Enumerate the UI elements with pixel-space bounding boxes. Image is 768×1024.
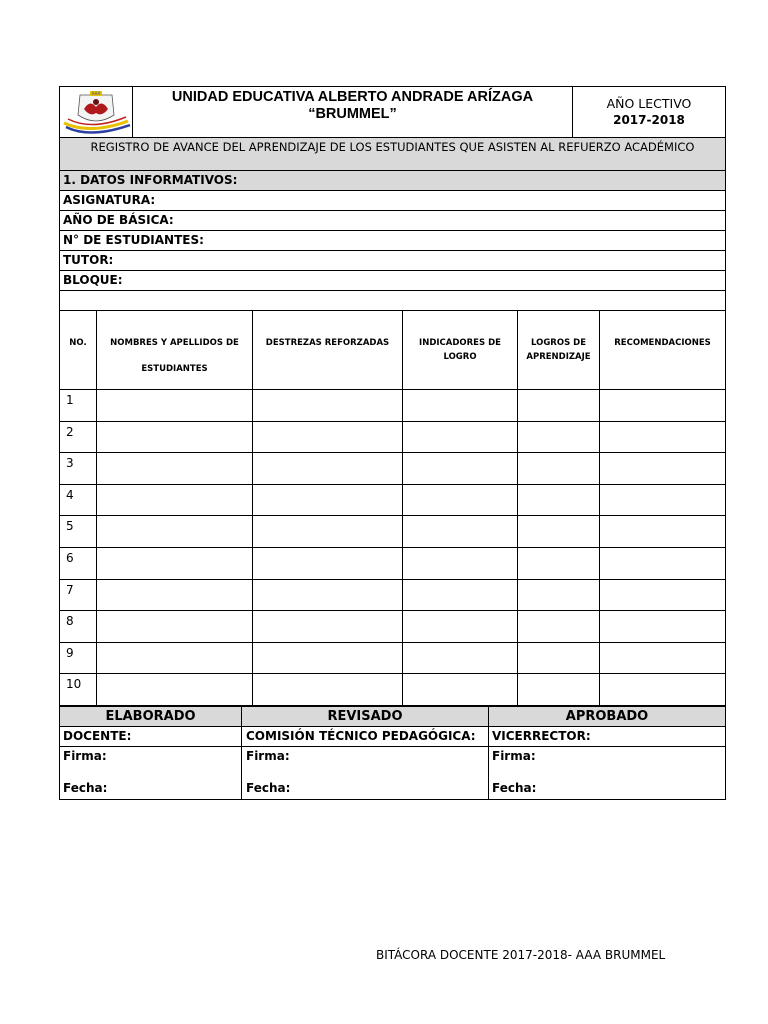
row-number: 3 xyxy=(60,453,97,484)
logo-text: AAA xyxy=(91,91,101,96)
form-title: REGISTRO DE AVANCE DEL APRENDIZAJE DE LOS ESTUDIANTES QUE ASISTEN AL REFUERZO ACADÉMICO xyxy=(59,138,726,171)
skills-cell[interactable] xyxy=(253,516,403,547)
skills-cell[interactable] xyxy=(253,485,403,516)
firma-label-vicerrector: Firma: xyxy=(492,749,536,763)
firma-label-docente: Firma: xyxy=(63,749,107,763)
recommendations-cell[interactable] xyxy=(600,548,725,579)
achievements-cell[interactable] xyxy=(518,390,600,421)
achievements-cell[interactable] xyxy=(518,453,600,484)
institution-line1: UNIDAD EDUCATIVA ALBERTO ANDRADE ARÍZAGA xyxy=(171,89,534,105)
header-indicators-line2: LOGRO xyxy=(443,352,477,362)
row-number: 5 xyxy=(60,516,97,547)
field-ano-basica[interactable]: AÑO DE BÁSICA: xyxy=(59,211,726,231)
indicators-cell[interactable] xyxy=(403,453,518,484)
table-row xyxy=(59,674,726,706)
field-asignatura[interactable]: ASIGNATURA: xyxy=(59,191,726,211)
achievements-cell[interactable] xyxy=(518,485,600,516)
header-indicators xyxy=(403,310,518,389)
col-aprobado: APROBADO xyxy=(565,709,649,724)
indicators-cell[interactable] xyxy=(403,611,518,642)
indicators-cell[interactable] xyxy=(403,390,518,421)
col-elaborado: ELABORADO xyxy=(60,707,242,726)
skills-cell[interactable] xyxy=(253,674,403,705)
table-row xyxy=(59,485,726,517)
header-achievements xyxy=(518,310,600,389)
student-name-cell[interactable] xyxy=(97,611,253,642)
signature-fields-row xyxy=(59,747,726,800)
recommendations-cell[interactable] xyxy=(600,516,725,547)
header-achievements-line2: APRENDIZAJE xyxy=(526,352,591,362)
recommendations-cell[interactable] xyxy=(600,422,725,453)
table-header-row xyxy=(59,310,726,390)
header-names-line2: ESTUDIANTES xyxy=(141,364,208,374)
table-row xyxy=(59,548,726,580)
row-number: 4 xyxy=(60,485,97,516)
achievements-cell[interactable] xyxy=(518,643,600,674)
row-number: 2 xyxy=(60,422,97,453)
firma-label-comision: Firma: xyxy=(246,749,290,763)
row-number: 9 xyxy=(60,643,97,674)
table-row xyxy=(59,643,726,675)
row-number: 7 xyxy=(60,580,97,611)
table-row xyxy=(59,516,726,548)
signature-role-row xyxy=(59,727,726,747)
row-number: 8 xyxy=(60,611,97,642)
header-names-line1: NOMBRES Y APELLIDOS DE xyxy=(110,338,239,348)
header-skills xyxy=(253,310,403,389)
achievements-cell[interactable] xyxy=(518,674,600,705)
indicators-cell[interactable] xyxy=(403,580,518,611)
fecha-label-vicerrector: Fecha: xyxy=(492,781,537,795)
skills-cell[interactable] xyxy=(253,422,403,453)
skills-cell[interactable] xyxy=(253,453,403,484)
indicators-cell[interactable] xyxy=(403,422,518,453)
skills-cell[interactable] xyxy=(253,580,403,611)
skills-cell[interactable] xyxy=(253,643,403,674)
recommendations-cell[interactable] xyxy=(600,674,725,705)
recommendations-cell[interactable] xyxy=(600,643,725,674)
fecha-label-docente: Fecha: xyxy=(63,781,108,795)
skills-cell[interactable] xyxy=(253,390,403,421)
table-row xyxy=(59,390,726,422)
table-row xyxy=(59,422,726,454)
recommendations-cell[interactable] xyxy=(600,390,725,421)
header-skills-label: DESTREZAS REFORZADAS xyxy=(265,338,390,348)
header-no xyxy=(60,310,97,389)
student-name-cell[interactable] xyxy=(97,485,253,516)
student-name-cell[interactable] xyxy=(97,548,253,579)
role-comision: COMISIÓN TÉCNICO PEDAGÓGICA: xyxy=(242,727,489,746)
achievements-cell[interactable] xyxy=(518,548,600,579)
header-names xyxy=(97,310,253,389)
header-block xyxy=(59,86,726,138)
signature-area-vicerrector[interactable] xyxy=(489,747,725,799)
student-name-cell[interactable] xyxy=(97,516,253,547)
student-name-cell[interactable] xyxy=(97,643,253,674)
header-indicators-line1: INDICADORES DE xyxy=(419,338,501,348)
recommendations-cell[interactable] xyxy=(600,611,725,642)
section-datos-informativos: 1. DATOS INFORMATIVOS: xyxy=(59,171,726,191)
header-recommendations xyxy=(600,310,725,389)
signature-area-comision[interactable] xyxy=(242,747,489,799)
row-number: 10 xyxy=(60,674,97,705)
institution-line2: “BRUMMEL” xyxy=(308,106,397,122)
col-revisado: REVISADO xyxy=(242,707,489,726)
header-achievements-line1: LOGROS DE xyxy=(530,338,587,348)
eagle-crest-icon xyxy=(60,87,132,137)
table-row xyxy=(59,453,726,485)
indicators-cell[interactable] xyxy=(403,674,518,705)
recommendations-cell[interactable] xyxy=(600,453,725,484)
indicators-cell[interactable] xyxy=(403,548,518,579)
achievements-cell[interactable] xyxy=(518,611,600,642)
skills-cell[interactable] xyxy=(253,548,403,579)
blank-spacer-row xyxy=(59,291,726,311)
recommendations-cell[interactable] xyxy=(600,485,725,516)
indicators-cell[interactable] xyxy=(403,516,518,547)
recommendations-cell[interactable] xyxy=(600,580,725,611)
indicators-cell[interactable] xyxy=(403,485,518,516)
row-number: 6 xyxy=(60,548,97,579)
student-name-cell[interactable] xyxy=(97,580,253,611)
signature-area-docente[interactable] xyxy=(60,747,242,799)
achievements-cell[interactable] xyxy=(518,516,600,547)
student-name-cell[interactable] xyxy=(97,453,253,484)
school-year xyxy=(573,87,725,137)
student-name-cell[interactable] xyxy=(97,422,253,453)
role-vicerrector: VICERRECTOR: xyxy=(492,729,591,743)
header-recommendations-label: RECOMENDACIONES xyxy=(614,338,711,348)
row-number: 1 xyxy=(60,390,97,421)
student-name-cell[interactable] xyxy=(97,390,253,421)
school-logo xyxy=(60,87,133,137)
signature-header-row xyxy=(59,706,726,727)
institution-name xyxy=(133,87,573,137)
student-name-cell[interactable] xyxy=(97,674,253,705)
school-year-value: 2017-2018 xyxy=(613,113,685,127)
indicators-cell[interactable] xyxy=(403,643,518,674)
field-tutor[interactable]: TUTOR: xyxy=(59,251,726,271)
table-row xyxy=(59,580,726,612)
fecha-label-comision: Fecha: xyxy=(246,781,291,795)
achievements-cell[interactable] xyxy=(518,422,600,453)
role-docente: DOCENTE: xyxy=(60,727,242,746)
achievements-cell[interactable] xyxy=(518,580,600,611)
header-no-label: NO. xyxy=(69,338,87,348)
field-num-estudiantes[interactable]: N° DE ESTUDIANTES: xyxy=(59,231,726,251)
page-footer: BITÁCORA DOCENTE 2017-2018- AAA BRUMMEL xyxy=(376,948,666,962)
skills-cell[interactable] xyxy=(253,611,403,642)
school-year-label: AÑO LECTIVO xyxy=(606,96,692,111)
table-row xyxy=(59,611,726,643)
field-bloque[interactable]: BLOQUE: xyxy=(59,271,726,291)
